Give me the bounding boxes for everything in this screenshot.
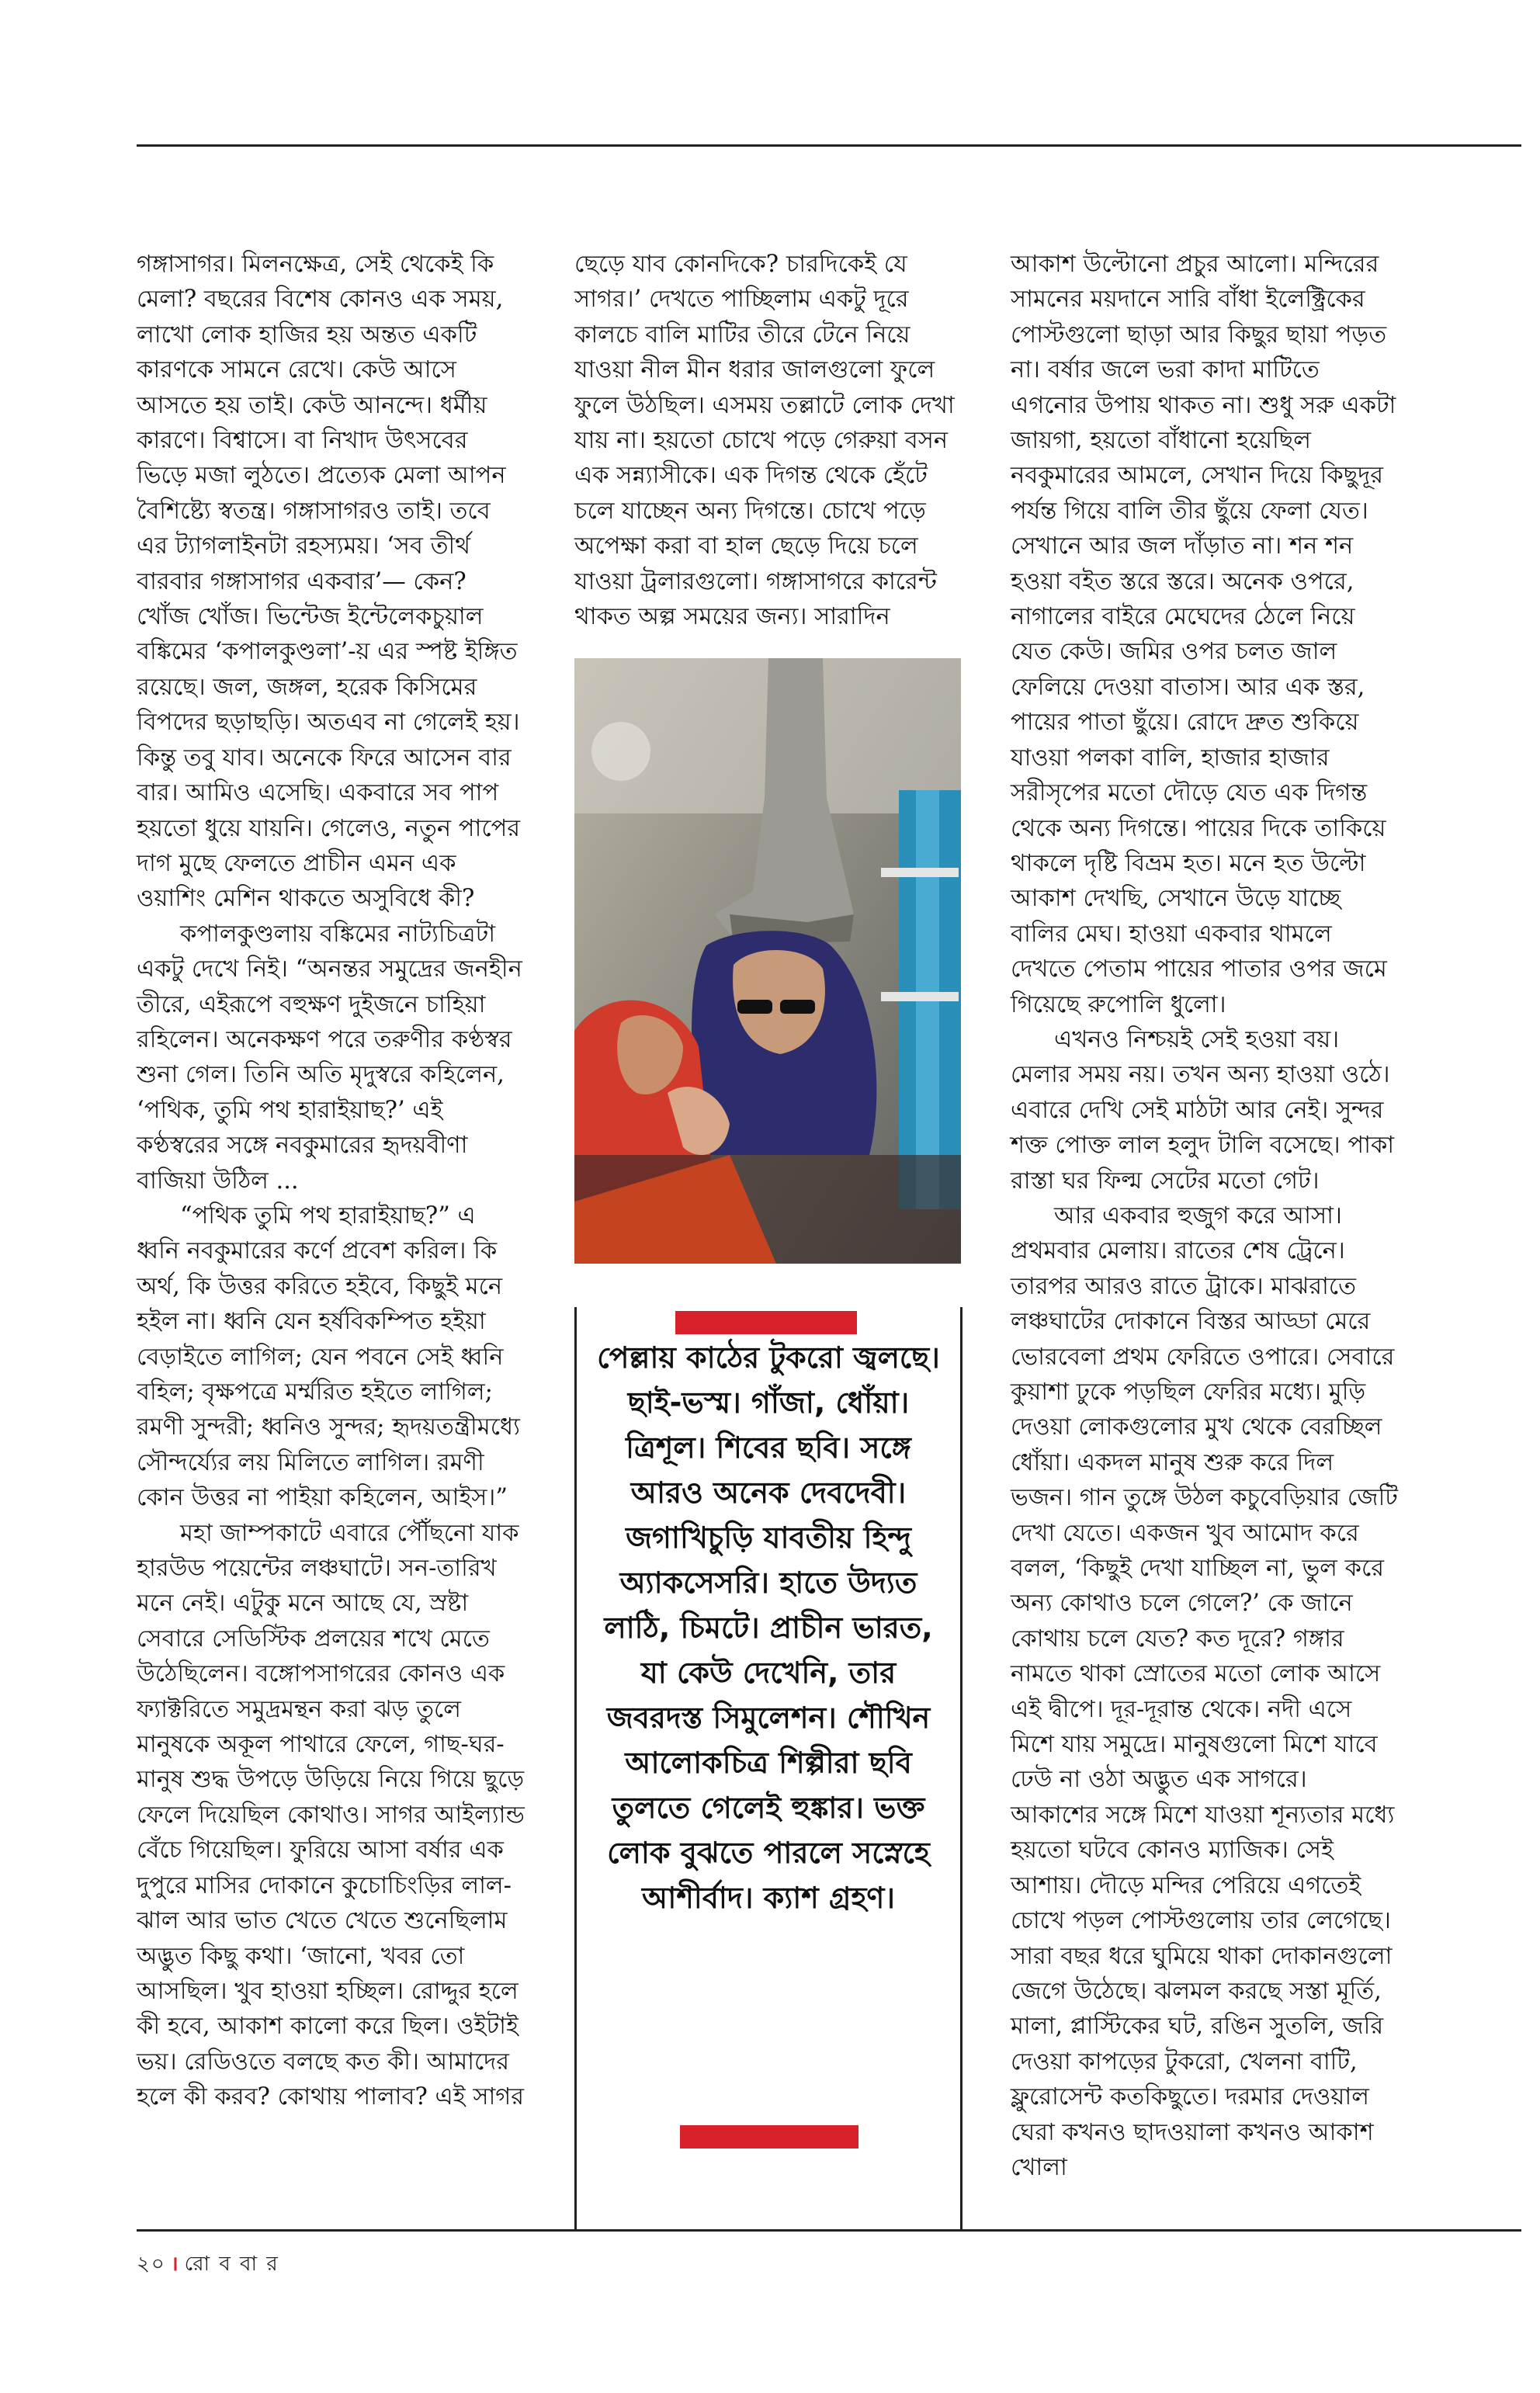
pilgrim-photo: [574, 658, 961, 1264]
column-middle: [574, 247, 961, 634]
top-rule: [137, 144, 1521, 147]
pullquote-right-rule: [960, 1307, 962, 2229]
paragraph: মহা জাম্পকাটে এবারে পৌঁছনো যাক হারউড পয়েন্টের লঞ্চঘাটে। সন-তারিখ মনে নেই। এটুকু মনে আছে যে, স্রষ্টা সেবারে সেডিস্টিক প্রলয়ের শখে মেতে উঠেছিলেন। বঙ্গোপসাগরের কোনও এক ফ্যাক্টরিতে সমুদ্রমন্থন করা ঝড় তুলে মানুষকে অকূল পাথারে ফেলে, গাছ-ঘর-মানুষ শুদ্ধ উপড়ে উড়িয়ে নিয়ে গিয়ে ছুড়ে ফেলে দিয়েছিল কোথাও। সাগর আইল্যান্ড বেঁচে গিয়েছিল। ফুরিয়ে আসা বর্ষার এক দুপুরে মাসির দোকানে কুচোচিংড়ির লাল-ঝাল আর ভাত খেতে খেতে শুনেছিলাম অদ্ভুত কিছু কথা। ‘জানো, খবর তো আসছিল। খুব হাওয়া হচ্ছিল। রোদ্দুর হলে কী হবে, আকাশ কালো করে ছিল। ওইটাই ভয়। রেডিওতে বলছে কত কী। আমাদের হলে কী করব? কোথায় পালাব? এই সাগর: [137, 1519, 525, 2111]
paragraph: এখনও নিশ্চয়ই সেই হওয়া বয়। মেলার সময় নয়। তখন অন্য হাওয়া ওঠে। এবারে দেখি সেই মাঠটা আর নেই। সুন্দর শক্ত পোক্ত লাল হলুদ টালি বসেছে। পাকা রাস্তা ঘর ফিল্ম সেটের মতো গেট।: [1011, 1025, 1395, 1195]
paragraph: গঙ্গাসাগর। মিলনক্ষেত্র, সেই থেকেই কি মেলা? বছরের বিশেষ কোনও এক সময়, লাখো লোক হাজির হয় অন্তত একটি কারণকে সামনে রেখে। কেউ আসে আসতে হয় তাই। কেউ আনন্দে। ধর্মীয় কারণে। বিশ্বাসে। বা নিখাদ উৎসবের ভিড়ে মজা লুঠতে। প্রত্যেক মেলা আপন বৈশিষ্ট্যে স্বতন্ত্র। গঙ্গাসাগরও তাই। তবে এর ট্যাগলাইনটা রহস্যময়। ‘সব তীর্থ বারবার গঙ্গাসাগর একবার’— কেন? খোঁজ খোঁজ। ভিন্টেজ ইন্টেলেকচুয়াল বঙ্কিমের ‘কপালকুণ্ডলা’-য় এর স্পষ্ট ইঙ্গিত রয়েছে। জল, জঙ্গল, হরেক কিসিমের বিপদের ছড়াছড়ি। অতএব না গেলেই হয়। কিন্তু তবু যাব। অনেকে ফিরে আসেন বার বার। আমিও এসেছি। একবারে সব পাপ হয়তো ধুয়ে যায়নি। গেলেও, নতুন পাপের দাগ মুছে ফেলতে প্রাচীন এমন এক ওয়াশিং মেশিন থাকতে অসুবিধে কী?: [137, 251, 521, 913]
pullquote-bottom-bar: [680, 2125, 858, 2148]
pullquote-top-bar: [675, 1311, 857, 1334]
bottom-rule: [137, 2229, 1521, 2232]
pull-quote: পেল্লায় কাঠের টুকরো জ্বলছে। ছাই-ভস্ম। গাঁজা, ধোঁয়া। ত্রিশূল। শিবের ছবি। সঙ্গে আরও অনেক দেবদেবী। জগাখিচুড়ি যাবতীয় হিন্দু অ্যাকসেসরি। হাতে উদ্যত লাঠি, চিমটে। প্রাচীন ভারত, যা কেউ দেখেনি, তার জবরদস্ত সিমুলেশন। শৌখিন আলোকচিত্র শিল্পীরা ছবি তুলতে গেলেই হুঙ্কার। ভক্ত লোক বুঝতে পারলে সস্নেহে আশীর্বাদ। ক্যাশ গ্রহণ।: [597, 1340, 940, 1915]
paragraph: ছেড়ে যাব কোনদিকে? চারদিকেই যে সাগর।’ দেখতে পাচ্ছিলাম একটু দূরে কালচে বালি মাটির তীরে টেনে নিয়ে যাওয়া নীল মীন ধরার জালগুলো ফুলে ফুলে উঠছিল। এসময় তল্লাটে লোক দেখা যায় না। হয়তো চোখে পড়ে গেরুয়া বসন এক সন্ন্যাসীকে। এক দিগন্ত থেকে হেঁটে চলে যাচ্ছেন অন্য দিগন্তে। চোখে পড়ে অপেক্ষা করা বা হাল ছেড়ে দিয়ে চলে যাওয়া ট্রলারগুলো। গঙ্গাসাগরে কারেন্ট থাকত অল্প সময়ের জন্য। সারাদিন: [574, 251, 955, 631]
paragraph: আর একবার হুজুগ করে আসা। প্রথমবার মেলায়। রাতের শেষ ট্রেনে। তারপর আরও রাতে ট্রাকে। মাঝরাতে লঞ্চঘাটের দোকানে বিস্তর আড্ডা মেরে ভোরবেলা প্রথম ফেরিতে ওপারে। সেবারে কুয়াশা ঢুকে পড়ছিল ফেরির মধ্যে। মুড়ি দেওয়া লোকগুলোর মুখ থেকে বেরচ্ছিল ধোঁয়া। একদল মানুষ শুরু করে দিল ভজন। গান তুঙ্গে উঠল কচুবেড়িয়ার জেটি দেখা যেতে। একজন খুব আমোদ করে বলল, ‘কিছুই দেখা যাচ্ছিল না, ভুল করে অন্য কোথাও চলে গেলে?’ কে জানে কোথায় চলে যেত? কত দূরে? গঙ্গার নামতে থাকা স্রোতের মতো লোক আসে এই দ্বীপে। দূর-দূরান্ত থেকে। নদী এসে মিশে যায় সমুদ্রে। মানুষগুলো মিশে যাবে ঢেউ না ওঠা অদ্ভুত এক সাগরে। আকাশের সঙ্গে মিশে যাওয়া শূন্যতার মধ্যে হয়তো ঘটবে কোনও ম্যাজিক। সেই আশায়। দৌড়ে মন্দির পেরিয়ে এগতেই চোখে পড়ল পোস্টগুলোয় তার লেগেছে। সারা বছর ধরে ঘুমিয়ে থাকা দোকানগুলো জেগে উঠেছে। ঝলমল করছে সস্তা মূর্তি, মালা, প্লাস্টিকের ঘট, রঙিন সুতলি, জরি দেওয়া কাপড়ের টুকরো, খেলনা বাটি, ফ্লুরোসেন্ট কতকিছুতে। দরমার দেওয়াল ঘেরা কখনও ছাদওয়ালা কখনও আকাশ খোলা: [1011, 1202, 1398, 2181]
photo-illustration: [574, 658, 961, 1264]
column-right: [1011, 247, 1400, 2185]
paragraph: “পথিক তুমি পথ হারাইয়াছ?” এ ধ্বনি নবকুমারের কর্ণে প্রবেশ করিল। কি অর্থ, কি উত্তর করিতে হইবে, কিছুই মনে হইল না। ধ্বনি যেন হর্ষবিকম্পিত হইয়া বেড়াইতে লাগিল; যেন পবনে সেই ধ্বনি বহিল; বৃক্ষপত্রে মর্ম্মরিত হইতে লাগিল; রমণী সুন্দরী; ধ্বনিও সুন্দর; হৃদয়তন্ত্রীমধ্যে সৌন্দর্য্যের লয় মিলিতে লাগিল। রমণী কোন উত্তর না পাইয়া কহিলেন, আইস।”: [137, 1202, 520, 1512]
footer-separator: ।: [170, 2253, 180, 2276]
column-left: [137, 247, 525, 2115]
page-footer: [137, 2248, 279, 2282]
pullquote-left-rule: [574, 1307, 577, 2229]
paragraph: আকাশ উল্টোনো প্রচুর আলো। মন্দিরের সামনের ময়দানে সারি বাঁধা ইলেক্ট্রিকের পোস্টগুলো ছাড়া আর কিছুর ছায়া পড়ত না। বর্ষার জলে ভরা কাদা মাটিতে এগনোর উপায় থাকত না। শুধু সরু একটা জায়গা, হয়তো বাঁধানো হয়েছিল নবকুমারের আমলে, সেখান দিয়ে কিছুদূর পর্যন্ত গিয়ে বালি তীর ছুঁয়ে ফেলা যেত। সেখানে আর জল দাঁড়াত না। শন শন হওয়া বইত স্তরে স্তরে। অনেক ওপরে, নাগালের বাইরে মেঘেদের ঠেলে নিয়ে যেত কেউ। জমির ওপর চলত জাল ফেলিয়ে দেওয়া বাতাস। আর এক স্তর, পায়ের পাতা ছুঁয়ে। রোদে দ্রুত শুকিয়ে যাওয়া পলকা বালি, হাজার হাজার সরীসৃপের মতো দৌড়ে যেত এক দিগন্ত থেকে অন্য দিগন্তে। পায়ের দিকে তাকিয়ে থাকলে দৃষ্টি বিভ্রম হত। মনে হত উল্টো আকাশ দেখছি, সেখানে উড়ে যাচ্ছে বালির মেঘ। হাওয়া একবার থামলে দেখতে পেতাম পায়ের পাতার ওপর জমে গিয়েছে রুপোলি ধুলো।: [1011, 251, 1396, 1018]
page-number: ২০: [137, 2253, 166, 2276]
paragraph: কপালকুণ্ডলায় বঙ্কিমের নাট্যচিত্রটা একটু দেখে নিই। “অনন্তর সমুদ্রের জনহীন তীরে, এইরূপে বহুক্ষণ দুইজনে চাহিয়া রহিলেন। অনেকক্ষণ পরে তরুণীর কণ্ঠস্বর শুনা গেল। তিনি অতি মৃদুস্বরে কহিলেন, ‘পথিক, তুমি পথ হারাইয়াছ?’ এই কণ্ঠস্বরের সঙ্গে নবকুমারের হৃদয়বীণা বাজিয়া উঠিল ...: [137, 920, 522, 1195]
magazine-name: রো ব বা র: [184, 2253, 279, 2276]
